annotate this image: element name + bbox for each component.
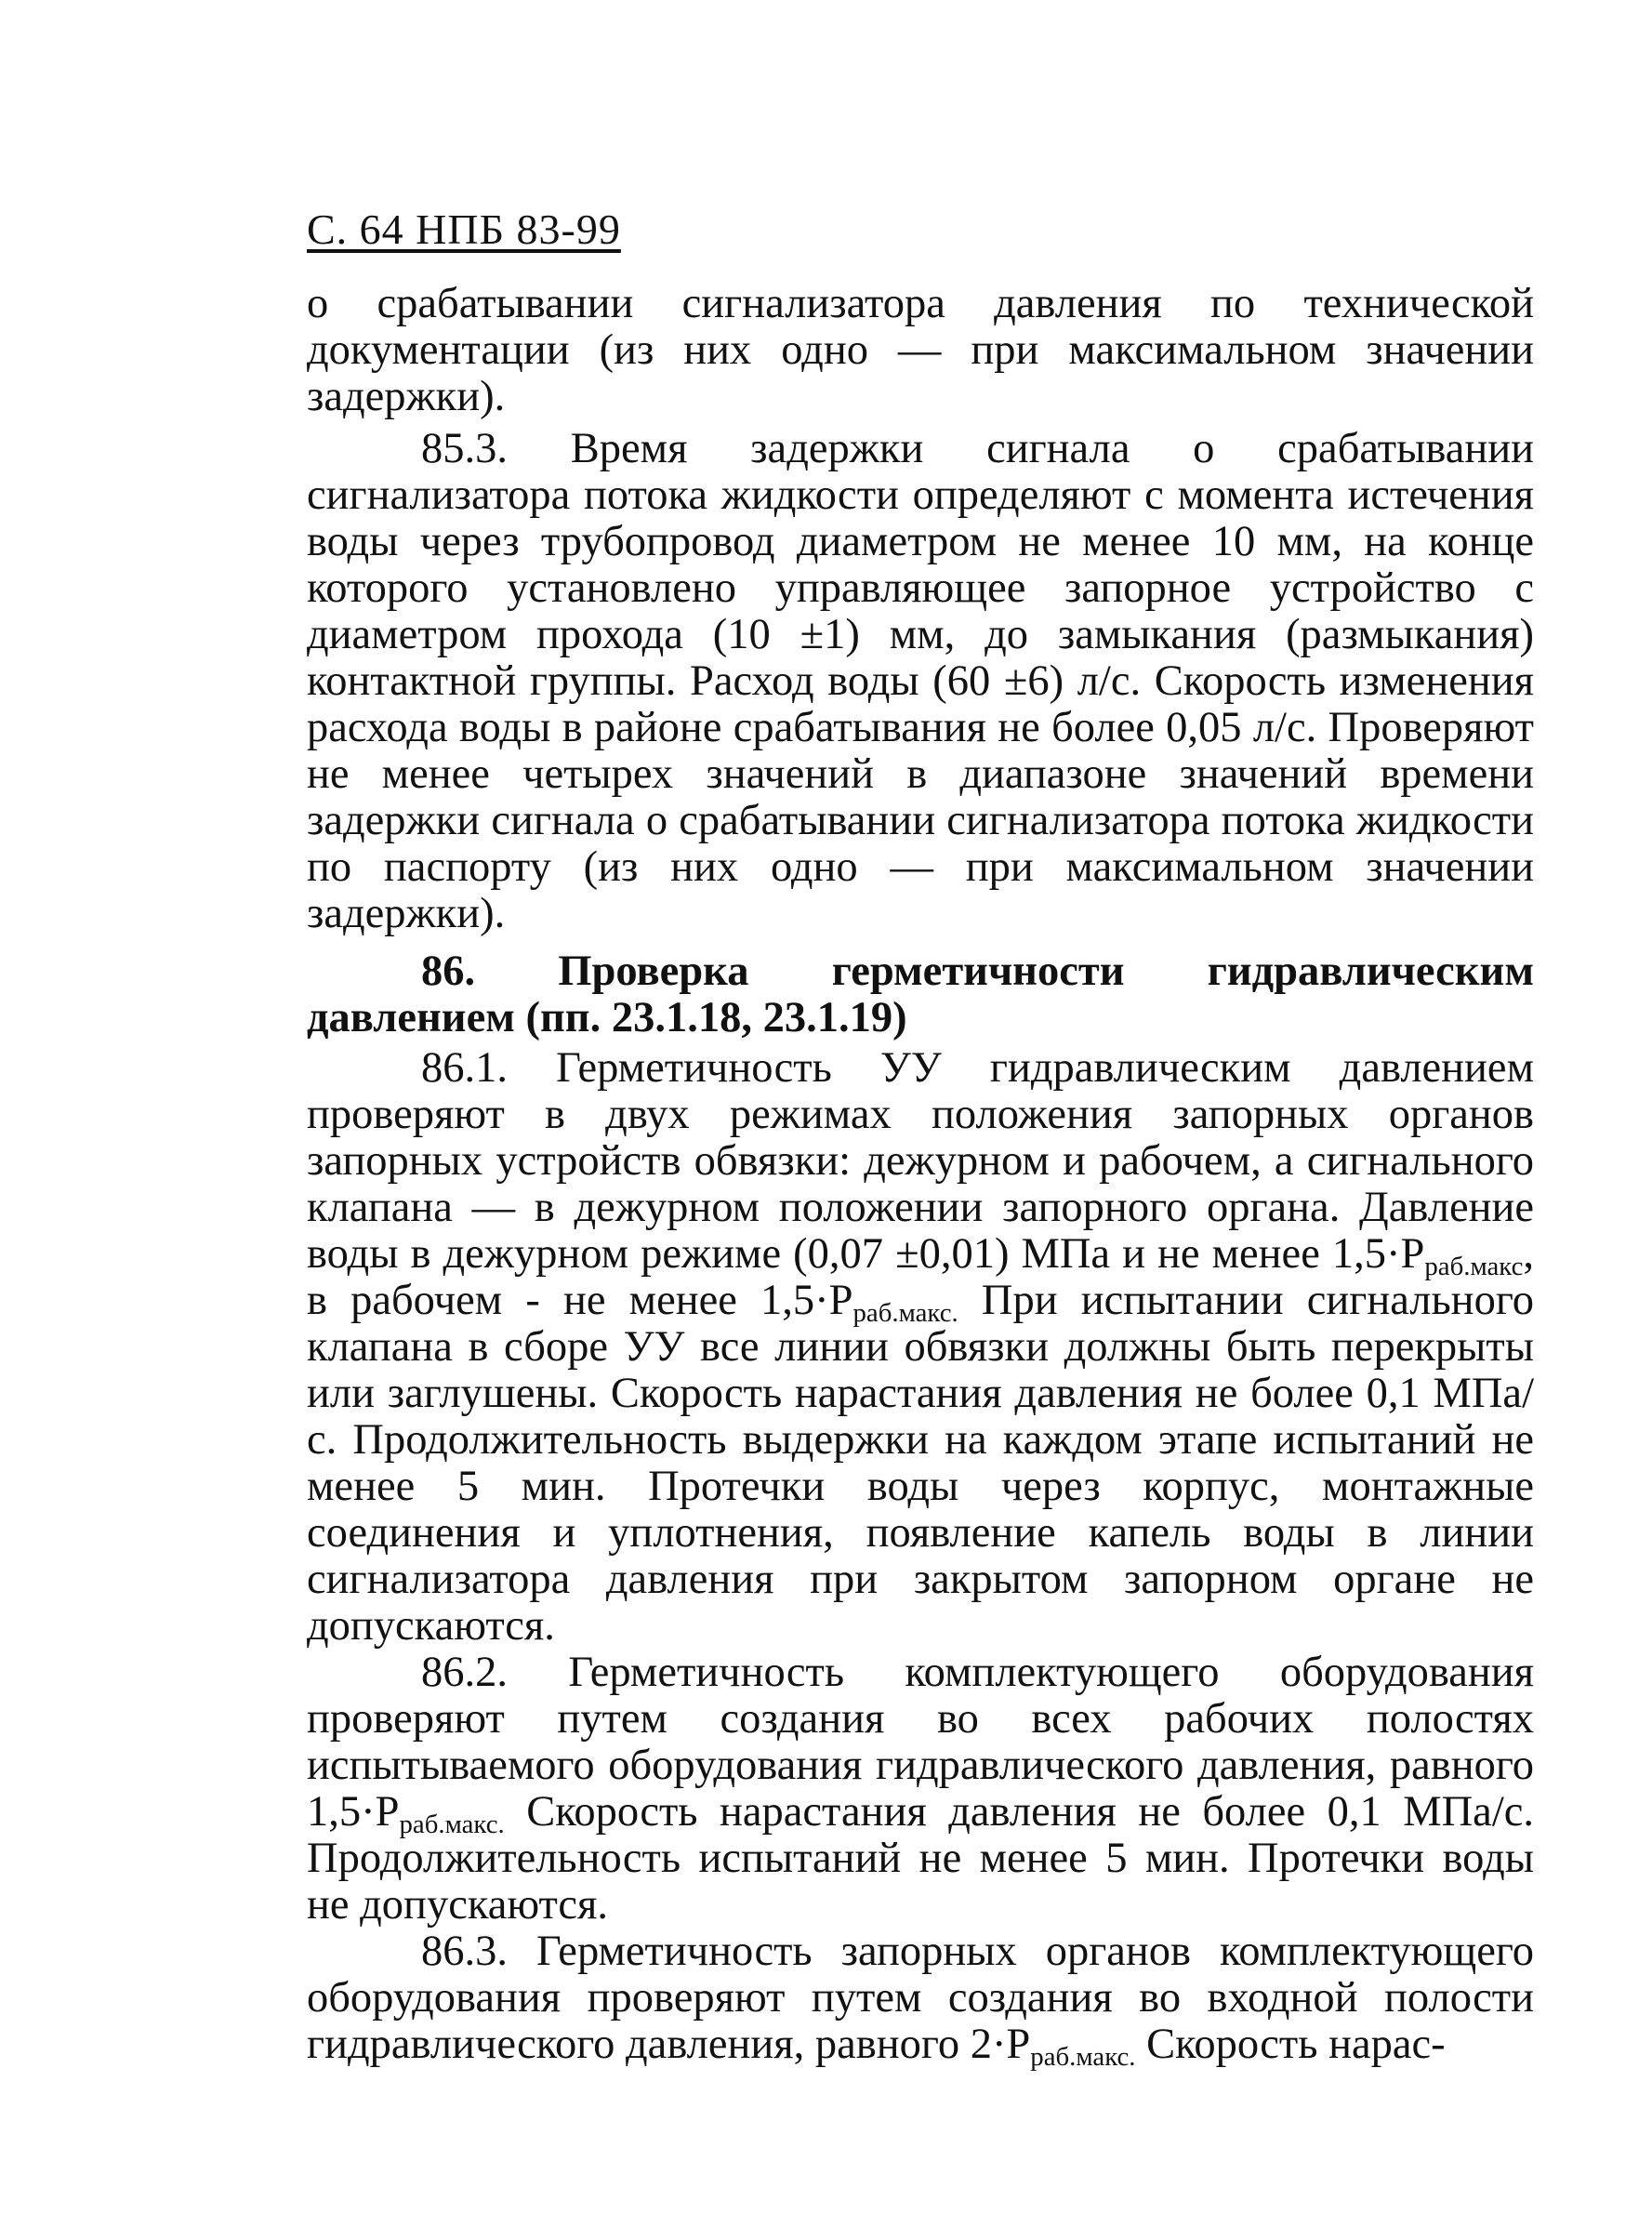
document-page (307, 205, 1534, 2073)
paragraph-86-1 (307, 1045, 1534, 1650)
pressure-subscript: раб.макс. (1030, 2042, 1136, 2073)
paragraph-86-1-part-a: 86.1. Герметичность УУ гидравлическим давлением проверяют в двух режимах положения запорных органов запорных устройств обвязки: дежурном и рабочем, а сигнального клапана — в дежурном положении запорного органа. Давление воды в дежурном режиме (0,07 ±0,01) МПа и не менее 1,5·P (307, 1044, 1534, 1278)
pressure-subscript: раб.макс. (852, 1298, 958, 1329)
paragraph-86-3-part-b: Скорость нарас- (1135, 2021, 1446, 2068)
running-head: С. 64 НПБ 83-99 (307, 205, 621, 253)
paragraph-86-2 (307, 1650, 1534, 1929)
paragraph-85-3: 85.3. Время задержки сигнала о срабатывании сигнализатора потока жидкости определяют с момента истечения воды через трубопровод диаметром не менее 10 мм, на конце которого установлено управляющее запорное устройство с диаметром прохода (10 ±1) мм, до замыкания (размыкания) контактной группы. Расход воды (60 ±6) л/с. Скорость изменения расхода воды в районе срабатывания не более 0,05 л/с. Проверяют не менее четырех значений в диапазоне значений времени задержки сигнала о срабатывании сигнализатора потока жидкости по паспорту (из них одно — при максимальном значении задержки). (307, 425, 1534, 937)
paragraph-86-1-part-c: При испытании сигнального клапана в сборе УУ все линии обвязки должны быть перекрыты или заглушены. Скорость нарастания давления не более 0,1 МПа/с. Продолжительность выдержки на каждом этапе испытаний не менее 5 мин. Протечки воды через корпус, монтажные соединения и уплотнения, появление капель воды в линии сигнализатора давления при закрытом запорном органе не допускаются. (307, 1277, 1534, 1650)
paragraph-86-1-part-b: , в рабочем - не менее 1,5·P (307, 1230, 1534, 1324)
section-heading-86: 86. Проверка герметичности гидравлическим давлением (пп. 23.1.18, 23.1.19) (307, 948, 1534, 1041)
pressure-subscript: раб.макс. (399, 1810, 505, 1840)
paragraph-86-2-part-a: 86.2. Герметичность комплектующего оборудования проверяют путем создания во всех рабочих полостях испытываемого оборудования гидравлического давления, равного 1,5·P (307, 1649, 1534, 1836)
pressure-subscript: раб.макс (1424, 1252, 1524, 1282)
paragraph-continued: о срабатывании сигнализатора давления по технической документации (из них одно — при максимальном значении задержки). (307, 280, 1534, 420)
paragraph-86-3 (307, 1928, 1534, 2073)
paragraph-86-2-part-b: Скорость нарастания давления не более 0,1 МПа/с. Продолжительность испытаний не менее 5 мин. Протечки воды не допускаются. (307, 1788, 1534, 1929)
paragraph-86-3-part-a: 86.3. Герметичность запорных органов комплектующего оборудования проверяют путем создания во входной полости гидравлического давления, равного 2·P (307, 1928, 1534, 2068)
